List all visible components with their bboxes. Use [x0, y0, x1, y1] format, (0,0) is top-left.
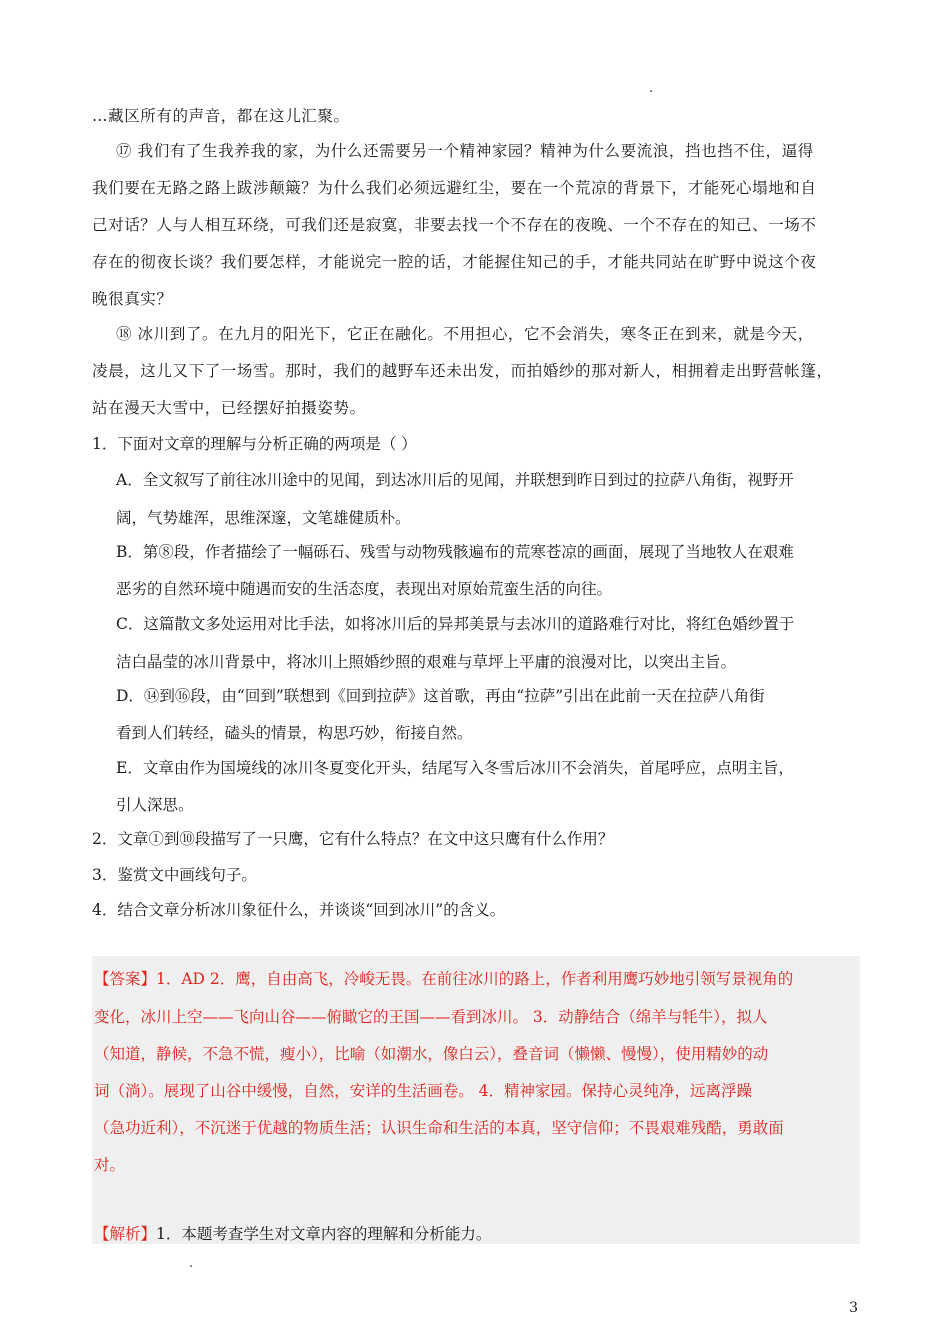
passage-line: 己对话？人与人相互环绕，可我们还是寂寞，非要去找一个不存在的夜晚、一个不存在的知己、一场不	[92, 216, 817, 234]
option-line: B．第⑧段，作者描绘了一幅砾石、残雪与动物残骸遍布的荒寒苍凉的画面，展现了当地牧人在艰难	[116, 543, 794, 561]
answer-line: 词（淌）。展现了山谷中缓慢，自然，安详的生活画卷。 4．精神家园。保持心灵纯净，远离浮躁	[94, 1082, 753, 1100]
question-2: 2．文章①到⑩段描写了一只鹰，它有什么特点？在文中这只鹰有什么作用？	[92, 830, 614, 848]
option-line: 洁白晶莹的冰川背景中，将冰川上照婚纱照的艰难与草坪上平庸的浪漫对比，以突出主旨。	[116, 653, 737, 671]
option-line: A．全文叙写了前往冰川途中的见闻，到达冰川后的见闻，并联想到昨日到过的拉萨八角街，视野开	[116, 471, 794, 489]
analysis-line	[94, 1224, 491, 1244]
option-line: 引人深思。	[116, 796, 194, 814]
passage-line: 凌晨，这儿又下了一场雪。那时，我们的越野车还未出发，而拍婚纱的那对新人，相拥着走出野营帐篷，	[92, 362, 833, 380]
passage-line: 站在漫天大雪中，已经摆好拍摄姿势。	[92, 399, 366, 417]
passage-line: 存在的彻夜长谈？我们要怎样，才能说完一腔的话，才能握住知己的手，才能共同站在旷野中说这个夜	[92, 253, 817, 271]
option-line: 阔，气势雄浑，思维深邃，文笔雄健质朴。	[116, 509, 411, 527]
analysis-text: 1．本题考查学生对文章内容的理解和分析能力。	[156, 1225, 492, 1243]
passage-line: ⑱ 冰川到了。在九月的阳光下，它正在融化。不用担心，它不会消失，寒冬正在到来，就是今天，	[116, 325, 814, 343]
passage-line: ⑰ 我们有了生我养我的家，为什么还需要另一个精神家园？精神为什么要流浪，挡也挡不住，逼得	[116, 142, 814, 160]
scan-speck	[190, 1265, 192, 1267]
page-number: 3	[849, 1300, 858, 1316]
answer-line: 对。	[94, 1156, 126, 1174]
option-line: C．这篇散文多处运用对比手法，如将冰川后的异邦美景与去冰川的道路难行对比，将红色婚纱置于	[116, 615, 795, 633]
option-line: 恶劣的自然环境中随遇而安的生活态度，表现出对原始荒蛮生活的向往。	[116, 580, 613, 598]
option-line: D．⑭到⑯段，由“回到”联想到《回到拉萨》这首歌，再由“拉萨”引出在此前一天在拉萨八角街	[116, 687, 765, 705]
passage-line: …藏区所有的声音，都在这儿汇聚。	[92, 107, 350, 125]
answer-line: 变化，冰川上空——飞向山谷——俯瞰它的王国——看到冰川。 3．动静结合（绵羊与牦牛），拟人	[94, 1008, 768, 1026]
option-line: 看到人们转经，磕头的情景，构思巧妙，衔接自然。	[116, 724, 473, 742]
question-4: 4．结合文章分析冰川象征什么，并谈谈“回到冰川”的含义。	[92, 901, 506, 919]
option-line: E．文章由作为国境线的冰川冬夏变化开头，结尾写入冬雪后冰川不会消失，首尾呼应，点明主旨，	[116, 759, 794, 777]
question-1: 1．下面对文章的理解与分析正确的两项是（ ）	[92, 435, 417, 453]
passage-line: 晚很真实？	[92, 290, 173, 308]
answer-line: 【答案】1．AD 2．鹰，自由高飞，冷峻无畏。在前往冰川的路上，作者利用鹰巧妙地引领写景视角的	[94, 970, 794, 988]
analysis-label: 【解析】	[94, 1225, 157, 1243]
question-3: 3．鉴赏文中画线句子。	[92, 866, 257, 884]
passage-line: 我们要在无路之路上跋涉颠簸？为什么我们必须远避红尘，要在一个荒凉的背景下，才能死心塌地和自	[92, 179, 817, 197]
answer-line: （急功近利），不沉迷于优越的物质生活；认识生命和生活的本真，坚守信仰；不畏艰难残酷，勇敢面	[94, 1119, 784, 1137]
scan-speck	[650, 90, 652, 92]
answer-line: （知道，静候，不急不慌，瘦小），比喻（如潮水，像白云），叠音词（懒懒、慢慢），使用精妙的动	[94, 1045, 769, 1063]
